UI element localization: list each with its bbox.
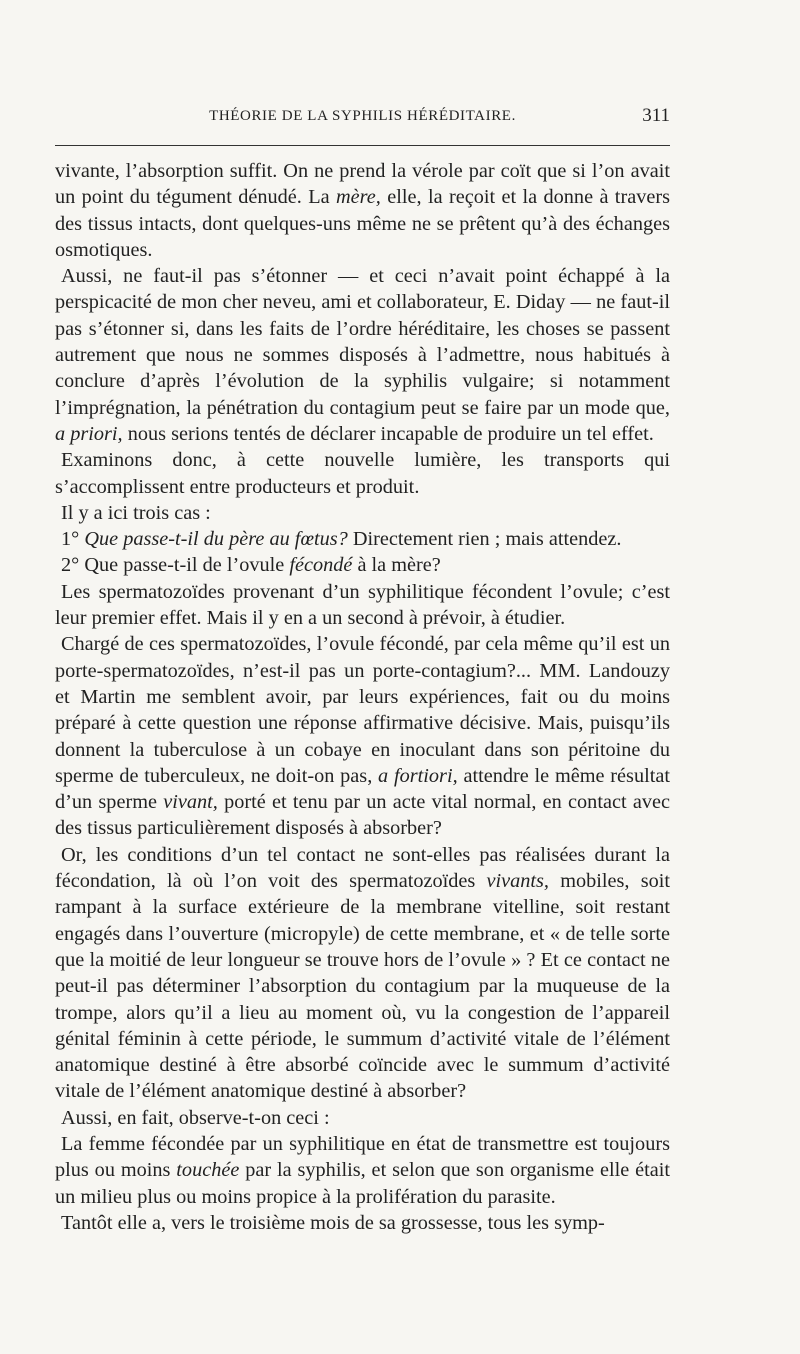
paragraph-1: vivante, l’absorption suffit. On ne prend la vérole par coït que si l’on avait un point du tégument dénudé. La mère, elle, la reçoit et la donne à travers des tissus intacts, dont quelques-uns même ne se prêtent qu’à des échanges osmotiques. (55, 160, 670, 261)
body-text (55, 158, 670, 1236)
paragraph-10: Aussi, en fait, observe-t-on ceci : (61, 1106, 330, 1129)
paragraph-2: Aussi, ne faut-il pas s’étonner — et ceci n’avait point échappé à la perspicacité de mon cher neveu, ami et collaborateur, E. Diday — ne faut-il pas s’étonner si, dans les faits de l’ordre héréditaire, les choses se passent autrement que nous ne sommes disposés à l’admettre, nous habitués à conclure d’après l’évolution de la syphilis vulgaire; si notamment l’imprégnation, la pénétration du contagium peut se faire par un mode que, a priori, nous serions tentés de déclarer incapable de produire un tel effet. (55, 265, 670, 445)
paragraph-9: Or, les conditions d’un tel contact ne sont-elles pas réalisées durant la fécondation, là où l’on voit des spermatozoïdes vivants, mobiles, soit rampant à la surface extérieure de la membrane vitelline, soit restant engagés dans l’ouverture (micropyle) de cette membrane, et « de telle sorte que la moitié de leur longueur se trouve hors de l’ovule » ? Et ce contact ne peut-il pas déterminer l’absorption du contagium par la muqueuse de la trompe, alors qu’il a lieu au moment où, vu la congestion de l’appareil génital féminin à cette période, le summum d’activité vitale de l’élément anatomique destiné à être absorbé coïncide avec le summum d’activité vitale de l’élément anatomique destiné à absorber? (55, 843, 670, 1103)
header-rule (55, 145, 670, 146)
page-header (55, 105, 670, 132)
paragraph-8: Chargé de ces spermatozoïdes, l’ovule fécondé, par cela même qu’il est un porte-spermatozoïdes, n’est-il pas un porte-contagium?... MM. Landouzy et Martin me semblent avoir, par leurs expériences, fait ou du moins préparé à cette question une réponse affirmative décisive. Mais, puisqu’ils donnent la tuberculose à un cobaye en inoculant dans son péritoine du sperme de tuberculeux, ne doit-on pas, a fortiori, attendre le même résultat d’un sperme vivant, porté et tenu par un acte vital normal, en contact avec des tissus particulièrement disposés à absorber? (55, 633, 670, 840)
paragraph-11: La femme fécondée par un syphilitique en état de transmettre est toujours plus ou moins touchée par la syphilis, et selon que son organisme elle était un milieu plus ou moins propice à la prolifération du parasite. (55, 1132, 670, 1208)
paragraph-7: Les spermatozoïdes provenant d’un syphilitique fécondent l’ovule; c’est leur premier effet. Mais il y en a un second à prévoir, à étudier. (55, 580, 670, 630)
page-number: 311 (642, 105, 670, 126)
paragraph-6: 2° Que passe-t-il de l’ovule fécondé à la mère? (61, 554, 441, 577)
paragraph-4: Il y a ici trois cas : (61, 501, 211, 524)
paragraph-12: Tantôt elle a, vers le troisième mois de sa grossesse, tous les symp- (61, 1211, 605, 1234)
paragraph-3: Examinons donc, à cette nouvelle lumière, les transports qui s’accomplissent entre producteurs et produit. (55, 449, 670, 498)
paragraph-5: 1° Que passe-t-il du père au fœtus? Directement rien ; mais attendez. (61, 528, 622, 551)
running-title: THÉORIE DE LA SYPHILIS HÉRÉDITAIRE. (209, 108, 516, 124)
